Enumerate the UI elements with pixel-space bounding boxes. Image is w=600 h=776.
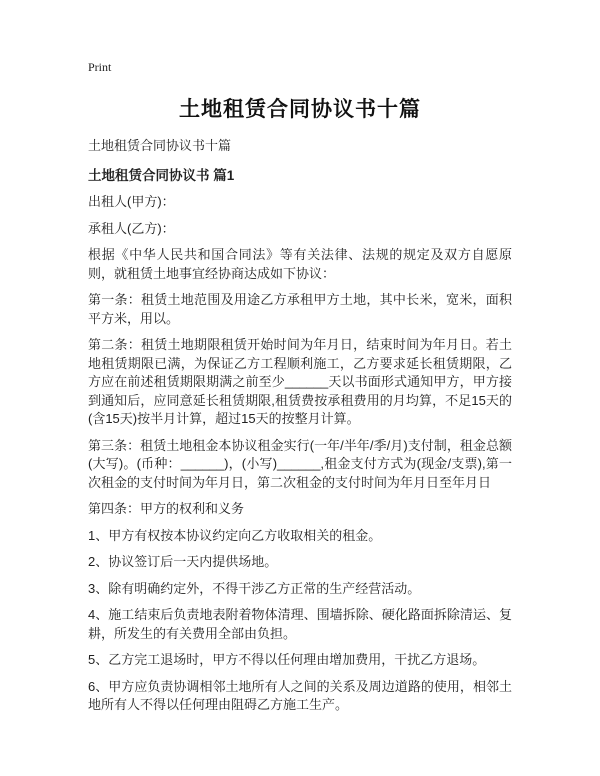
paragraph-lessee: 承租人(乙方)：	[88, 220, 175, 236]
paragraph-clause-4-heading: 第四条：甲方的权利和义务	[88, 501, 245, 516]
paragraph-clause-4-item-4: 4、施工结束后负责地表附着物体清理、围墙拆除、硬化路面拆除清运、复耕，所发生的有关费用全部由负担。	[88, 607, 512, 641]
paragraph-clause-2: 第二条：租赁土地期限租赁开始时间为年月日，结束时间为年月日。若土地租赁期限已满，为保证乙方工程顺利施工，乙方要求延长租赁期限，乙方应在前述租赁期限期满之前至少______天以书面形式通知甲方，甲方接到通知后，应同意延长租赁期限,租赁费按承租费用的月均算，不足15天的(含15天)按半月计算，超过15天的按整月计算。	[88, 337, 512, 426]
print-link[interactable]: Print	[88, 60, 112, 74]
paragraph-clause-4-item-3: 3、除有明确约定外，不得干涉乙方正常的生产经营活动。	[88, 580, 421, 596]
page-title: 土地租赁合同协议书十篇	[179, 98, 421, 121]
paragraph-clause-3: 第三条：租赁土地租金本协议租金实行(一年/半年/季/月)支付制，租金总额(大写)。(币种：______)，(小写)______,租金支付方式为(现金/支票),第一次租金的支付时间为年月日，第二次租金的支付时间为年月日至年月日	[88, 437, 512, 490]
paragraph-clause-4-item-5: 5、乙方完工退场时，甲方不得以任何理由增加费用，干扰乙方退场。	[88, 652, 486, 667]
paragraph-clause-4-item-1: 1、甲方有权按本协议约定向乙方收取相关的租金。	[88, 527, 382, 543]
paragraph-lessor: 出租人(甲方)：	[88, 194, 175, 209]
section-heading-part1: 土地租赁合同协议书 篇1	[88, 168, 235, 183]
paragraph-preamble: 根据《中华人民共和国合同法》等有关法律、法规的规定及双方自愿原则，就租赁土地事宜经协商达成如下协议：	[88, 247, 512, 281]
paragraph-clause-4-item-2: 2、协议签订后一天内提供场地。	[88, 554, 278, 569]
document-subtitle: 土地租赁合同协议书十篇	[88, 138, 232, 153]
paragraph-clause-4-item-6: 6、甲方应负责协调相邻土地所有人之间的关系及周边道路的使用，相邻土地所有人不得以任何理由阻碍乙方施工生产。	[88, 678, 512, 712]
paragraph-clause-1: 第一条：租赁土地范围及用途乙方承租甲方土地，其中长米，宽米，面积平方米，用以。	[88, 292, 512, 326]
